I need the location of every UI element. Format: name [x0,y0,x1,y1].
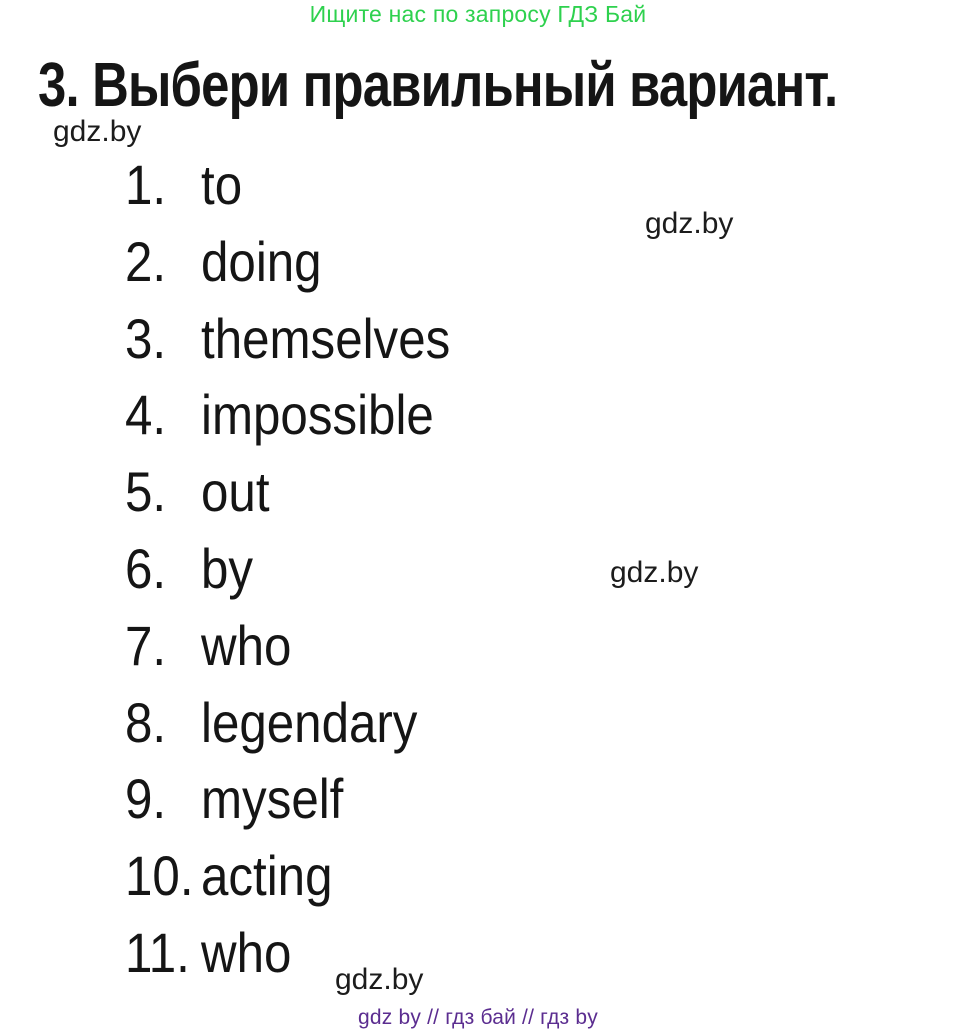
answer-word: acting [201,844,333,908]
answer-number: 1. [125,153,167,216]
answer-number: 9. [125,767,167,831]
answer-word: who [201,613,292,677]
answers-list [125,147,484,992]
answer-list-item [125,608,484,685]
answer-word: themselves [201,306,451,370]
answer-number: 3. [125,306,167,370]
answer-list-item [125,531,484,608]
answer-list-item [125,761,484,838]
answer-word: to [201,153,243,216]
answer-list-item [125,915,484,992]
answer-word: doing [201,229,322,293]
watermark-gdzby-2: gdz.by [645,207,734,240]
answer-list-item [125,685,484,762]
promo-banner-text: Ищите нас по запросу ГДЗ Бай [309,1,647,27]
answer-list-item [125,454,484,531]
answer-word: impossible [201,383,434,447]
answer-list-item [125,224,484,301]
answer-list-item [125,147,484,224]
watermark-gdzby-1: gdz.by [53,115,142,148]
exercise-title: 3. Выбери правильный вариант. [38,51,838,120]
answer-number: 4. [125,383,167,447]
answer-number: 6. [125,536,167,600]
answer-word: out [201,460,270,524]
answer-number: 10. [125,844,194,908]
answer-word: myself [201,767,344,831]
answer-number: 8. [125,690,167,754]
answer-number: 2. [125,229,167,293]
answer-word: legendary [201,690,418,754]
watermark-gdzby-4: gdz.by [335,963,424,996]
answer-number: 7. [125,613,167,677]
answer-word: who [201,920,292,984]
footer-seo-text: gdz by // гдз бай // гдз by [358,1006,598,1029]
answer-number: 5. [125,460,167,524]
answer-list-item [125,377,484,454]
answer-list-item [125,301,484,378]
answer-number: 11. [125,920,190,984]
answer-word: by [201,536,254,600]
answer-list-item [125,838,484,915]
watermark-gdzby-3: gdz.by [610,556,699,589]
